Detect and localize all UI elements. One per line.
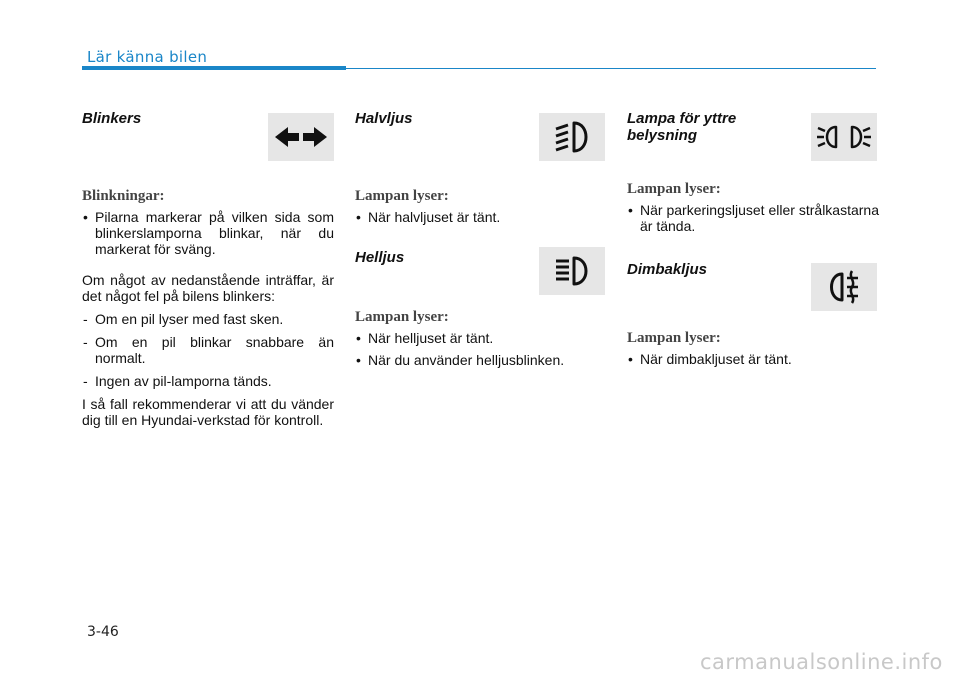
helljus-bullet-2: • När du använder helljusblinken. [355,352,607,368]
section-title: Lär känna bilen [87,48,208,66]
helljus-bullet-1: • När helljuset är tänt. [355,330,607,346]
yttre-heading: Lampa för yttre belysning [627,110,737,144]
high-beam-icon [539,247,605,295]
low-beam-icon [539,113,605,161]
rear-fog-light-icon [811,263,877,311]
watermark: carmanualsonline.info [700,650,943,674]
blinkers-para1: Om något av nedanstående inträffar, är det något fel på bilens blinkers: [82,272,334,304]
dimbak-heading: Dimbakljus [627,261,708,278]
halvljus-heading: Halvljus [355,110,413,127]
exterior-light-icon [811,113,877,161]
turn-signal-arrows-icon [268,113,334,161]
helljus-sub: Lampan lyser: [355,309,449,325]
helljus-heading: Helljus [355,249,405,266]
halvljus-sub: Lampan lyser: [355,188,449,204]
blinkers-dash-3: - Ingen av pil-lamporna tänds. [82,373,334,389]
blinkers-dash-2: - Om en pil blinkar snabbare än normalt. [82,334,334,366]
yttre-sub: Lampan lyser: [627,181,721,197]
yttre-bullet: • När parkeringsljuset eller strålkastarna är tända. [627,202,879,234]
halvljus-bullet: • När halvljuset är tänt. [355,209,607,225]
blinkers-heading: Blinkers [82,110,142,127]
blinkers-sub: Blinkningar: [82,188,165,204]
dimbak-sub: Lampan lyser: [627,330,721,346]
header-rule-thick [82,66,346,70]
page-number: 3-46 [87,624,119,640]
blinkers-para2: I så fall rekommenderar vi att du vänder dig till en Hyundai-verkstad för kontroll. [82,396,334,428]
blinkers-dash-1: - Om en pil lyser med fast sken. [82,311,334,327]
dimbak-bullet: • När dimbakljuset är tänt. [627,351,879,367]
blinkers-bullet: • Pilarna markerar på vilken sida som blinkerslamporna blinkar, när du markerat för sväng. [82,209,334,257]
header-rule-thin [346,68,876,69]
